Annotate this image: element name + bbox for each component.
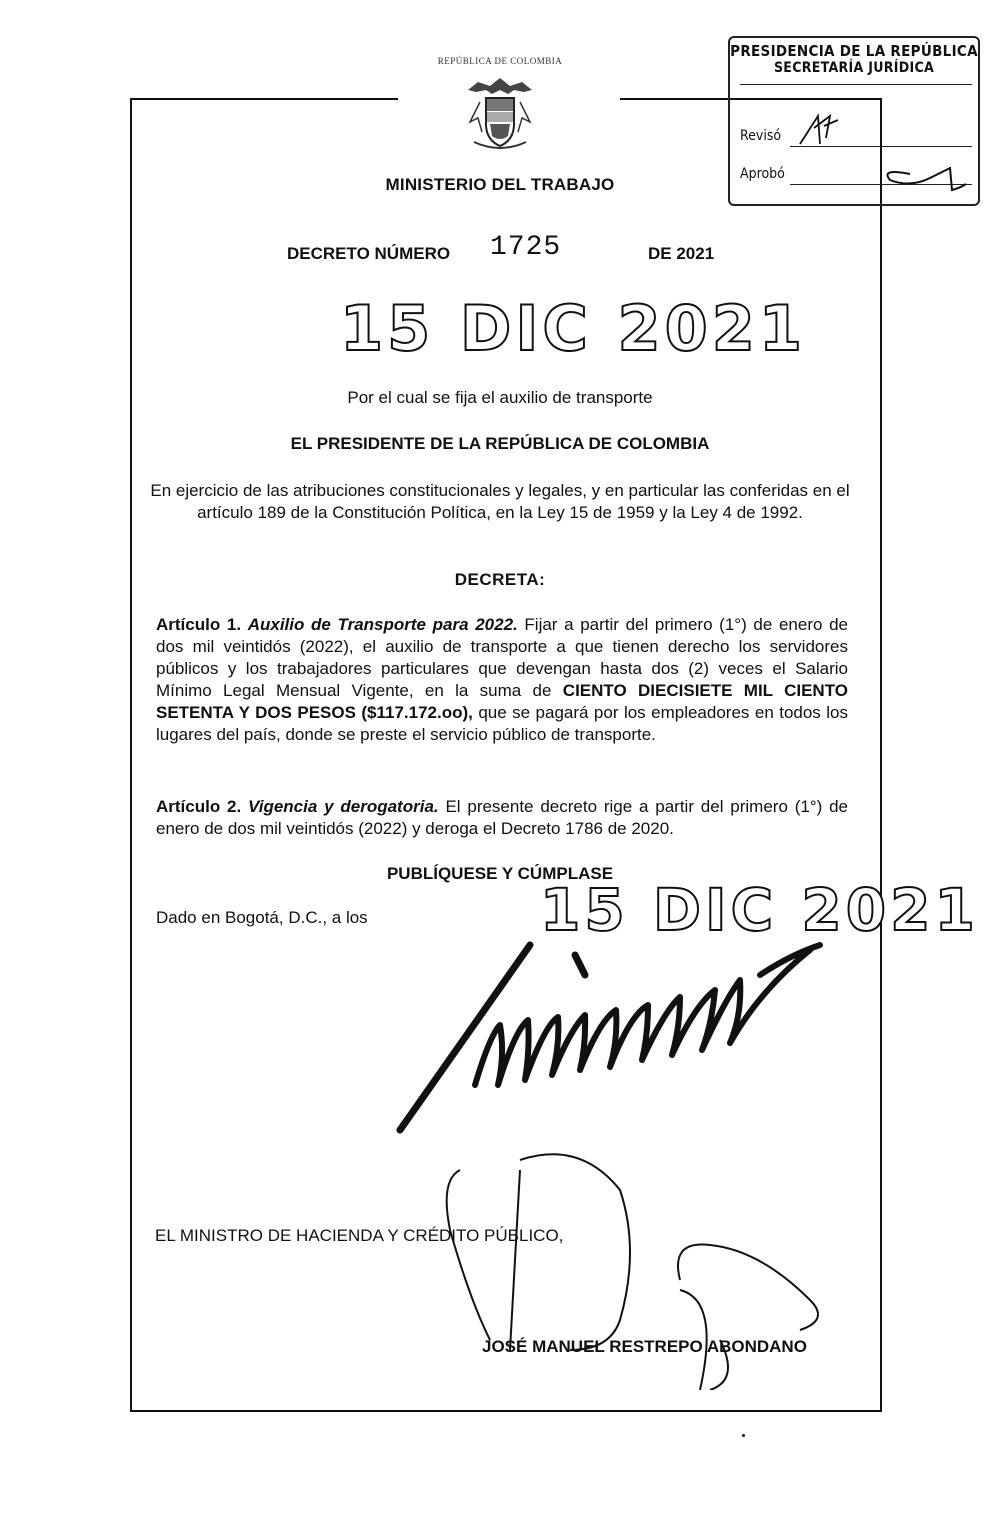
date-stamp-bottom: 15 DIC 2021 <box>540 876 979 944</box>
ministerio-title: MINISTERIO DEL TRABAJO <box>385 175 615 194</box>
president-heading: EL PRESIDENTE DE LA REPÚBLICA DE COLOMBIA <box>290 434 710 453</box>
ministro-title: EL MINISTRO DE HACIENDA Y CRÉDITO PÚBLICO, <box>155 1226 564 1245</box>
reviso-label: Revisó <box>740 128 782 144</box>
articulo-1-text-b: que se pagará por los empleadores en todos los lugares del país, donde se preste el servicio público de transporte. <box>156 703 848 744</box>
coat-of-arms-icon <box>460 72 540 154</box>
publiquese-heading: PUBLÍQUESE Y CÚMPLASE <box>386 864 614 883</box>
ministro-name: JOSÉ MANUEL RESTREPO ABONDANO <box>482 1337 807 1356</box>
date-stamp-top: 15 DIC 2021 <box>340 292 807 365</box>
articulo-1-label: Artículo 1. <box>156 615 242 634</box>
decreto-number: 1725 <box>490 232 562 263</box>
decreto-subtitle: Por el cual se fija el auxilio de transporte <box>347 388 653 407</box>
articulo-1 <box>156 614 848 746</box>
president-signature <box>380 935 840 1135</box>
decreto-label: DECRETO NÚMERO <box>287 244 451 263</box>
aprobo-label: Aprobó <box>740 166 785 182</box>
approval-stamp-line2: SECRETARÍA JURÍDICA <box>773 60 935 76</box>
approval-initials <box>790 108 970 198</box>
articulo-1-title: Auxilio de Transporte para 2022. <box>247 615 518 634</box>
articulo-2-text: El presente decreto rige a partir del primero (1°) de enero de dos mil veintidós (2022) y deroga el Decreto 1786 de 2020. <box>156 797 848 838</box>
approval-divider <box>740 84 972 85</box>
decreto-year: DE 2021 <box>648 244 715 263</box>
articulo-2-label: Artículo 2. <box>156 797 242 816</box>
ejercicio-paragraph: En ejercicio de las atribuciones constitucionales y legales, y en particular las conferidas en el artículo 189 de la Constitución Política, en la Ley 15 de 1959 y la Ley 4 de 1992. <box>150 481 850 522</box>
articulo-1-amount: CIENTO DIECISIETE MIL CIENTO SETENTA Y DOS PESOS ($117.172.oo), <box>156 681 848 722</box>
republica-label: REPÚBLICA DE COLOMBIA <box>437 56 563 66</box>
dado-en-text: Dado en Bogotá, D.C., a los <box>156 908 368 927</box>
border-top-left <box>130 98 398 100</box>
articulo-1-text-a: Fijar a partir del primero (1°) de enero de dos mil veintidós (2022), el auxilio de transporte a que tienen derecho los servidores públicos y los trabajadores particulares que devengan hasta dos (2) veces el Salario Mínimo Legal Mensual Vigente, en la suma de <box>156 615 848 700</box>
approval-stamp <box>728 36 980 206</box>
speck <box>742 1434 745 1437</box>
approval-stamp-line1: PRESIDENCIA DE LA REPÚBLICA <box>730 42 978 60</box>
decreta-heading: DECRETA: <box>454 570 546 589</box>
articulo-2 <box>156 796 848 840</box>
articulo-2-title: Vigencia y derogatoria. <box>248 797 439 816</box>
